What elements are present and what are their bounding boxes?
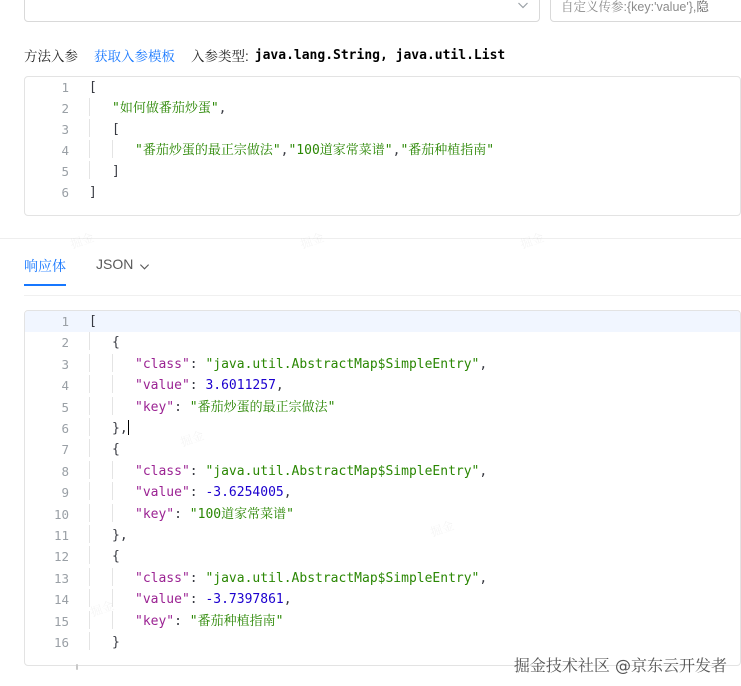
method-params-label: 方法入参 bbox=[24, 49, 78, 64]
indent-guide bbox=[89, 375, 112, 393]
code-line-content[interactable] bbox=[79, 332, 740, 353]
code-line-content[interactable] bbox=[79, 439, 740, 460]
indent-guide bbox=[89, 418, 112, 436]
code-line bbox=[25, 525, 740, 546]
code-token: "java.util.AbstractMap$SimpleEntry" bbox=[205, 463, 480, 479]
code-token: "java.util.AbstractMap$SimpleEntry" bbox=[205, 570, 480, 586]
code-token: , bbox=[280, 143, 289, 158]
line-number: 14 bbox=[53, 592, 69, 608]
indent-guide bbox=[89, 568, 112, 586]
method-select[interactable] bbox=[24, 0, 540, 22]
line-number: 7 bbox=[61, 442, 69, 458]
code-token: , bbox=[119, 528, 128, 544]
text-caret bbox=[128, 420, 129, 435]
tab-response-body-label: 响应体 bbox=[24, 258, 66, 274]
line-number: 16 bbox=[53, 635, 69, 651]
code-line-content[interactable] bbox=[79, 140, 740, 161]
line-number: 4 bbox=[61, 143, 69, 158]
code-token: , bbox=[275, 378, 284, 394]
code-line bbox=[25, 311, 740, 332]
code-token: ] bbox=[89, 185, 97, 200]
indent-guide bbox=[89, 397, 112, 415]
code-line-content[interactable] bbox=[79, 568, 740, 589]
code-token: , bbox=[283, 592, 292, 608]
code-token: : bbox=[174, 399, 190, 415]
indent-guide bbox=[112, 482, 135, 500]
code-token: [ bbox=[89, 80, 97, 95]
code-line-content[interactable] bbox=[79, 119, 740, 140]
tabs-underline bbox=[24, 295, 741, 296]
custom-param-hide: 隐 bbox=[696, 0, 709, 14]
indent-guide bbox=[112, 504, 135, 522]
code-token: "如何做番茄炒蛋" bbox=[112, 101, 219, 116]
code-line bbox=[25, 182, 740, 203]
response-tabs bbox=[24, 256, 149, 296]
response-body-editor[interactable] bbox=[24, 310, 741, 666]
indent-guide bbox=[112, 461, 135, 479]
footer-watermark: 掘金技术社区 @京东云开发者 bbox=[513, 656, 727, 675]
line-number: 3 bbox=[61, 122, 69, 137]
code-token: : bbox=[174, 506, 190, 522]
indent-guide bbox=[112, 354, 135, 372]
code-token: -3.7397861 bbox=[205, 592, 284, 608]
line-number: 15 bbox=[53, 613, 69, 629]
indent-guide bbox=[89, 611, 112, 629]
code-token: , bbox=[479, 356, 488, 372]
code-line bbox=[25, 504, 740, 525]
tab-json-label: JSON bbox=[96, 256, 134, 272]
code-token: "class" bbox=[135, 463, 190, 479]
code-line-content[interactable] bbox=[79, 589, 740, 610]
code-line bbox=[25, 98, 740, 119]
indent-guide bbox=[89, 589, 112, 607]
code-line-content[interactable] bbox=[79, 525, 740, 546]
code-token: "100道家常菜谱" bbox=[288, 143, 393, 158]
code-line bbox=[25, 161, 740, 182]
code-line bbox=[25, 332, 740, 353]
code-token: : bbox=[189, 485, 206, 501]
method-params-header bbox=[0, 42, 741, 68]
indent-guide bbox=[89, 354, 112, 372]
code-line bbox=[25, 632, 740, 653]
line-number: 3 bbox=[61, 356, 69, 372]
param-type-label: 入参类型: bbox=[191, 49, 249, 64]
code-line-content[interactable] bbox=[79, 354, 740, 375]
param-type-value: java.lang.String, java.util.List bbox=[254, 47, 506, 63]
code-line-content[interactable] bbox=[79, 161, 740, 182]
line-number: 4 bbox=[61, 378, 69, 394]
code-line bbox=[25, 375, 740, 396]
indent-guide bbox=[89, 482, 112, 500]
indent-guide bbox=[112, 375, 135, 393]
code-token: : bbox=[189, 463, 206, 479]
code-token: , bbox=[283, 485, 292, 501]
code-line-content[interactable] bbox=[79, 375, 740, 396]
line-number: 5 bbox=[61, 399, 69, 415]
response-code-lines bbox=[25, 311, 740, 654]
section-divider bbox=[0, 238, 741, 239]
code-token: , bbox=[119, 421, 128, 437]
top-toolbar bbox=[0, 0, 741, 30]
line-number: 5 bbox=[61, 164, 69, 179]
code-token: "java.util.AbstractMap$SimpleEntry" bbox=[205, 356, 480, 372]
indent-guide bbox=[112, 397, 135, 415]
scrollbar-thumb[interactable] bbox=[76, 664, 78, 670]
code-token: "key" bbox=[135, 506, 175, 522]
code-token: : bbox=[189, 592, 206, 608]
line-number: 2 bbox=[61, 335, 69, 351]
code-token: , bbox=[218, 101, 227, 116]
response-code-table bbox=[25, 311, 740, 654]
indent-guide bbox=[89, 461, 112, 479]
indent-guide bbox=[112, 611, 135, 629]
indent-guide bbox=[89, 332, 112, 350]
code-line-content[interactable] bbox=[79, 77, 740, 98]
code-line-content[interactable] bbox=[79, 418, 740, 439]
line-number: 6 bbox=[61, 185, 69, 200]
code-token: "value" bbox=[135, 592, 190, 608]
code-token: -3.6254005 bbox=[205, 485, 284, 501]
code-token: [ bbox=[89, 314, 97, 329]
code-line bbox=[25, 568, 740, 589]
line-number: 9 bbox=[61, 485, 69, 501]
indent-guide bbox=[89, 119, 112, 137]
line-number: 1 bbox=[61, 314, 69, 329]
code-line bbox=[25, 397, 740, 418]
line-number: 2 bbox=[61, 101, 69, 116]
code-token: "class" bbox=[135, 570, 190, 586]
code-token: "番茄种植指南" bbox=[189, 613, 284, 629]
indent-guide bbox=[89, 546, 112, 564]
code-token: "番茄炒蛋的最正宗做法" bbox=[135, 143, 281, 158]
code-line bbox=[25, 418, 740, 439]
code-token: "key" bbox=[135, 399, 175, 415]
code-token: ] bbox=[112, 164, 120, 179]
code-token: : bbox=[189, 378, 206, 394]
code-token: , bbox=[479, 463, 488, 479]
code-line bbox=[25, 77, 740, 98]
line-number: 8 bbox=[61, 463, 69, 479]
code-token: "key" bbox=[135, 613, 175, 629]
code-token: "value" bbox=[135, 485, 190, 501]
code-token: [ bbox=[112, 122, 120, 137]
code-line-content[interactable] bbox=[79, 504, 740, 525]
code-line-content[interactable] bbox=[79, 397, 740, 418]
code-line-content[interactable] bbox=[79, 632, 740, 653]
code-token: { bbox=[112, 549, 120, 565]
indent-guide bbox=[89, 632, 112, 650]
code-line bbox=[25, 461, 740, 482]
code-line-content[interactable] bbox=[79, 182, 740, 203]
request-code-lines bbox=[25, 77, 740, 203]
code-line bbox=[25, 482, 740, 503]
chevron-down-icon bbox=[517, 0, 529, 10]
code-line-content[interactable] bbox=[79, 546, 740, 567]
code-token: { bbox=[112, 442, 120, 458]
watermark-tile bbox=[68, 228, 96, 252]
indent-guide bbox=[89, 161, 112, 179]
code-token: 3.6011257 bbox=[205, 378, 276, 394]
code-line bbox=[25, 354, 740, 375]
code-token: } bbox=[112, 421, 120, 437]
code-line bbox=[25, 546, 740, 567]
indent-guide bbox=[89, 504, 112, 522]
code-line-content[interactable] bbox=[79, 482, 740, 503]
tab-json[interactable] bbox=[96, 256, 149, 282]
chevron-down-icon bbox=[139, 259, 149, 269]
code-token: "番茄种植指南" bbox=[400, 143, 495, 158]
code-token: , bbox=[392, 143, 401, 158]
code-line-content[interactable] bbox=[79, 98, 740, 119]
code-token: } bbox=[112, 528, 120, 544]
code-token: : bbox=[189, 356, 206, 372]
custom-param-input[interactable] bbox=[550, 0, 741, 22]
line-number: 10 bbox=[53, 506, 69, 522]
indent-guide bbox=[89, 525, 112, 543]
indent-guide bbox=[112, 568, 135, 586]
get-param-template-link[interactable]: 获取入参模板 bbox=[94, 49, 175, 64]
line-number: 12 bbox=[53, 549, 69, 565]
code-line-content[interactable] bbox=[79, 311, 740, 332]
code-line bbox=[25, 589, 740, 610]
code-token: } bbox=[112, 635, 120, 651]
code-token: "class" bbox=[135, 356, 190, 372]
custom-param-text: 自定义传参:{key:'value'}, bbox=[561, 0, 697, 14]
watermark-tile bbox=[298, 228, 326, 252]
code-line-content[interactable] bbox=[79, 611, 740, 632]
code-line bbox=[25, 439, 740, 460]
line-number: 1 bbox=[61, 80, 69, 95]
request-code-table bbox=[25, 77, 740, 203]
code-token: : bbox=[189, 570, 206, 586]
request-body-editor[interactable] bbox=[24, 76, 741, 216]
code-token: "value" bbox=[135, 378, 190, 394]
code-token: : bbox=[174, 613, 190, 629]
code-token: "100道家常菜谱" bbox=[189, 506, 294, 522]
indent-guide bbox=[89, 439, 112, 457]
watermark-tile bbox=[518, 228, 546, 252]
indent-guide bbox=[89, 98, 112, 116]
indent-guide bbox=[89, 140, 112, 158]
line-number: 6 bbox=[61, 421, 69, 437]
code-line bbox=[25, 119, 740, 140]
indent-guide bbox=[112, 589, 135, 607]
code-token: , bbox=[479, 570, 488, 586]
line-number: 13 bbox=[53, 570, 69, 586]
code-token: "番茄炒蛋的最正宗做法" bbox=[189, 399, 336, 415]
code-line bbox=[25, 140, 740, 161]
tab-response-body[interactable] bbox=[24, 256, 66, 286]
code-line bbox=[25, 611, 740, 632]
line-number: 11 bbox=[53, 528, 69, 544]
indent-guide bbox=[112, 140, 135, 158]
code-line-content[interactable] bbox=[79, 461, 740, 482]
code-token: { bbox=[112, 335, 120, 351]
